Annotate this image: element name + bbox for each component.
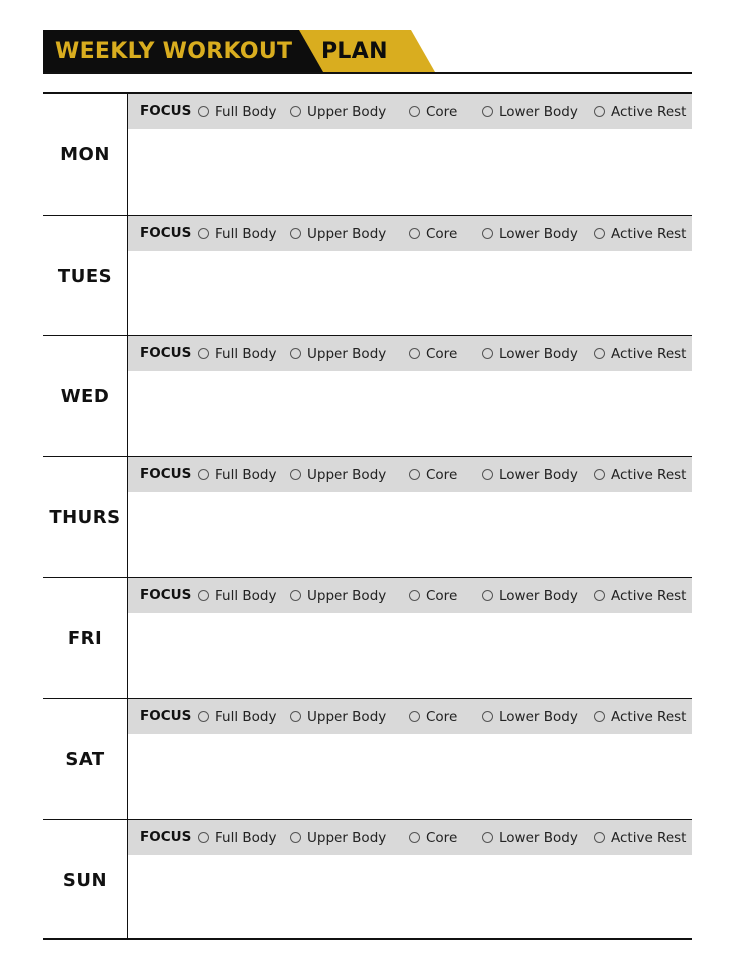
focus-option-label: Active Rest [611,225,687,242]
radio-circle-icon[interactable] [594,711,605,722]
day-row [43,94,692,215]
day-row [43,819,692,940]
focus-option-full-body[interactable] [198,578,276,613]
focus-option-core[interactable] [409,578,457,613]
focus-option-lower-body[interactable] [482,699,578,734]
workout-notes-area[interactable] [128,492,692,578]
focus-bar [128,336,692,371]
focus-option-upper-body[interactable] [290,699,386,734]
focus-option-upper-body[interactable] [290,336,386,371]
focus-option-label: Lower Body [499,225,578,242]
header [43,30,692,74]
focus-option-label: Active Rest [611,345,687,362]
focus-label: FOCUS [140,587,192,603]
focus-bar [128,699,692,734]
day-row [43,335,692,456]
focus-bar [128,578,692,613]
radio-circle-icon[interactable] [594,348,605,359]
workout-notes-area[interactable] [128,129,692,215]
radio-circle-icon[interactable] [198,711,209,722]
radio-circle-icon[interactable] [409,832,420,843]
focus-option-label: Upper Body [307,225,387,242]
focus-option-upper-body[interactable] [290,578,386,613]
focus-option-full-body[interactable] [198,336,276,371]
radio-circle-icon[interactable] [594,106,605,117]
workout-notes-area[interactable] [128,371,692,457]
focus-option-label: Full Body [215,829,277,846]
focus-option-label: Lower Body [499,466,578,483]
focus-option-label: Upper Body [307,708,387,725]
day-row [43,577,692,698]
focus-option-core[interactable] [409,820,457,855]
radio-circle-icon[interactable] [198,228,209,239]
focus-option-label: Full Body [215,708,277,725]
radio-circle-icon[interactable] [409,590,420,601]
focus-option-label: Upper Body [307,345,387,362]
focus-option-full-body[interactable] [198,820,276,855]
focus-option-lower-body[interactable] [482,216,578,251]
focus-option-lower-body[interactable] [482,820,578,855]
radio-circle-icon[interactable] [290,106,301,117]
radio-circle-icon[interactable] [482,106,493,117]
day-label: TUES [57,265,113,287]
focus-option-label: Full Body [215,225,277,242]
radio-circle-icon[interactable] [594,832,605,843]
focus-option-full-body[interactable] [198,699,276,734]
focus-option-full-body[interactable] [198,457,276,492]
focus-option-core[interactable] [409,699,457,734]
focus-label: FOCUS [140,829,192,845]
focus-option-label: Active Rest [611,103,687,120]
focus-option-label: Upper Body [307,587,387,604]
weekly-grid [43,92,692,940]
workout-notes-area[interactable] [128,734,692,820]
focus-option-label: Lower Body [499,829,578,846]
focus-label: FOCUS [140,345,192,361]
focus-option-label: Lower Body [499,345,578,362]
focus-option-upper-body[interactable] [290,94,386,129]
focus-option-active-rest[interactable] [594,699,686,734]
focus-option-active-rest[interactable] [594,578,686,613]
workout-notes-area[interactable] [128,613,692,699]
focus-option-core[interactable] [409,336,457,371]
focus-option-label: Core [426,708,458,725]
radio-circle-icon[interactable] [290,348,301,359]
focus-option-active-rest[interactable] [594,94,686,129]
day-label: SAT [65,748,105,770]
focus-bar [128,94,692,129]
workout-notes-area[interactable] [128,855,692,941]
radio-circle-icon[interactable] [409,106,420,117]
radio-circle-icon[interactable] [482,228,493,239]
radio-circle-icon[interactable] [198,348,209,359]
focus-option-full-body[interactable] [198,216,276,251]
radio-circle-icon[interactable] [594,590,605,601]
day-row [43,698,692,819]
focus-option-active-rest[interactable] [594,216,686,251]
day-label: WED [60,385,110,407]
radio-circle-icon[interactable] [198,469,209,480]
focus-option-label: Full Body [215,103,277,120]
focus-option-label: Active Rest [611,829,687,846]
focus-option-label: Full Body [215,345,277,362]
focus-option-label: Core [426,829,458,846]
radio-circle-icon[interactable] [290,832,301,843]
focus-option-lower-body[interactable] [482,94,578,129]
focus-option-label: Active Rest [611,587,687,604]
radio-circle-icon[interactable] [198,106,209,117]
day-row [43,456,692,577]
focus-label: FOCUS [140,708,192,724]
radio-circle-icon[interactable] [482,590,493,601]
focus-option-label: Core [426,466,458,483]
day-label: FRI [67,627,103,649]
focus-option-label: Upper Body [307,466,387,483]
focus-option-label: Lower Body [499,708,578,725]
radio-circle-icon[interactable] [290,469,301,480]
focus-option-upper-body[interactable] [290,820,386,855]
radio-circle-icon[interactable] [409,348,420,359]
focus-bar [128,457,692,492]
radio-circle-icon[interactable] [290,711,301,722]
focus-bar [128,820,692,855]
day-label: THURS [49,506,121,528]
focus-label: FOCUS [140,103,192,119]
focus-option-label: Full Body [215,587,277,604]
focus-option-active-rest[interactable] [594,820,686,855]
focus-option-lower-body[interactable] [482,578,578,613]
focus-option-active-rest[interactable] [594,336,686,371]
focus-option-lower-body[interactable] [482,336,578,371]
day-label: MON [60,144,110,165]
focus-option-label: Lower Body [499,103,578,120]
focus-option-core[interactable] [409,216,457,251]
focus-option-label: Core [426,103,458,120]
focus-option-core[interactable] [409,94,457,129]
radio-circle-icon[interactable] [482,469,493,480]
radio-circle-icon[interactable] [198,590,209,601]
day-row [43,215,692,336]
radio-circle-icon[interactable] [290,590,301,601]
radio-circle-icon[interactable] [409,228,420,239]
focus-option-label: Core [426,587,458,604]
focus-bar [128,216,692,251]
focus-option-label: Upper Body [307,103,387,120]
radio-circle-icon[interactable] [409,469,420,480]
radio-circle-icon[interactable] [198,832,209,843]
radio-circle-icon[interactable] [594,228,605,239]
day-label: SUN [62,869,108,891]
title-plan: PLAN [321,39,388,64]
focus-option-upper-body[interactable] [290,457,386,492]
focus-option-label: Active Rest [611,466,687,483]
focus-option-label: Full Body [215,466,277,483]
radio-circle-icon[interactable] [482,711,493,722]
focus-option-lower-body[interactable] [482,457,578,492]
focus-option-label: Core [426,225,458,242]
focus-option-upper-body[interactable] [290,216,386,251]
focus-option-label: Lower Body [499,587,578,604]
focus-option-active-rest[interactable] [594,457,686,492]
focus-option-label: Upper Body [307,829,387,846]
focus-option-label: Core [426,345,458,362]
focus-option-core[interactable] [409,457,457,492]
focus-option-label: Active Rest [611,708,687,725]
focus-option-full-body[interactable] [198,94,276,129]
radio-circle-icon[interactable] [290,228,301,239]
workout-notes-area[interactable] [128,251,692,337]
radio-circle-icon[interactable] [409,711,420,722]
focus-label: FOCUS [140,225,192,241]
radio-circle-icon[interactable] [482,348,493,359]
title-weekly-workout: WEEKLY WORKOUT [55,39,293,64]
radio-circle-icon[interactable] [482,832,493,843]
focus-label: FOCUS [140,466,192,482]
radio-circle-icon[interactable] [594,469,605,480]
